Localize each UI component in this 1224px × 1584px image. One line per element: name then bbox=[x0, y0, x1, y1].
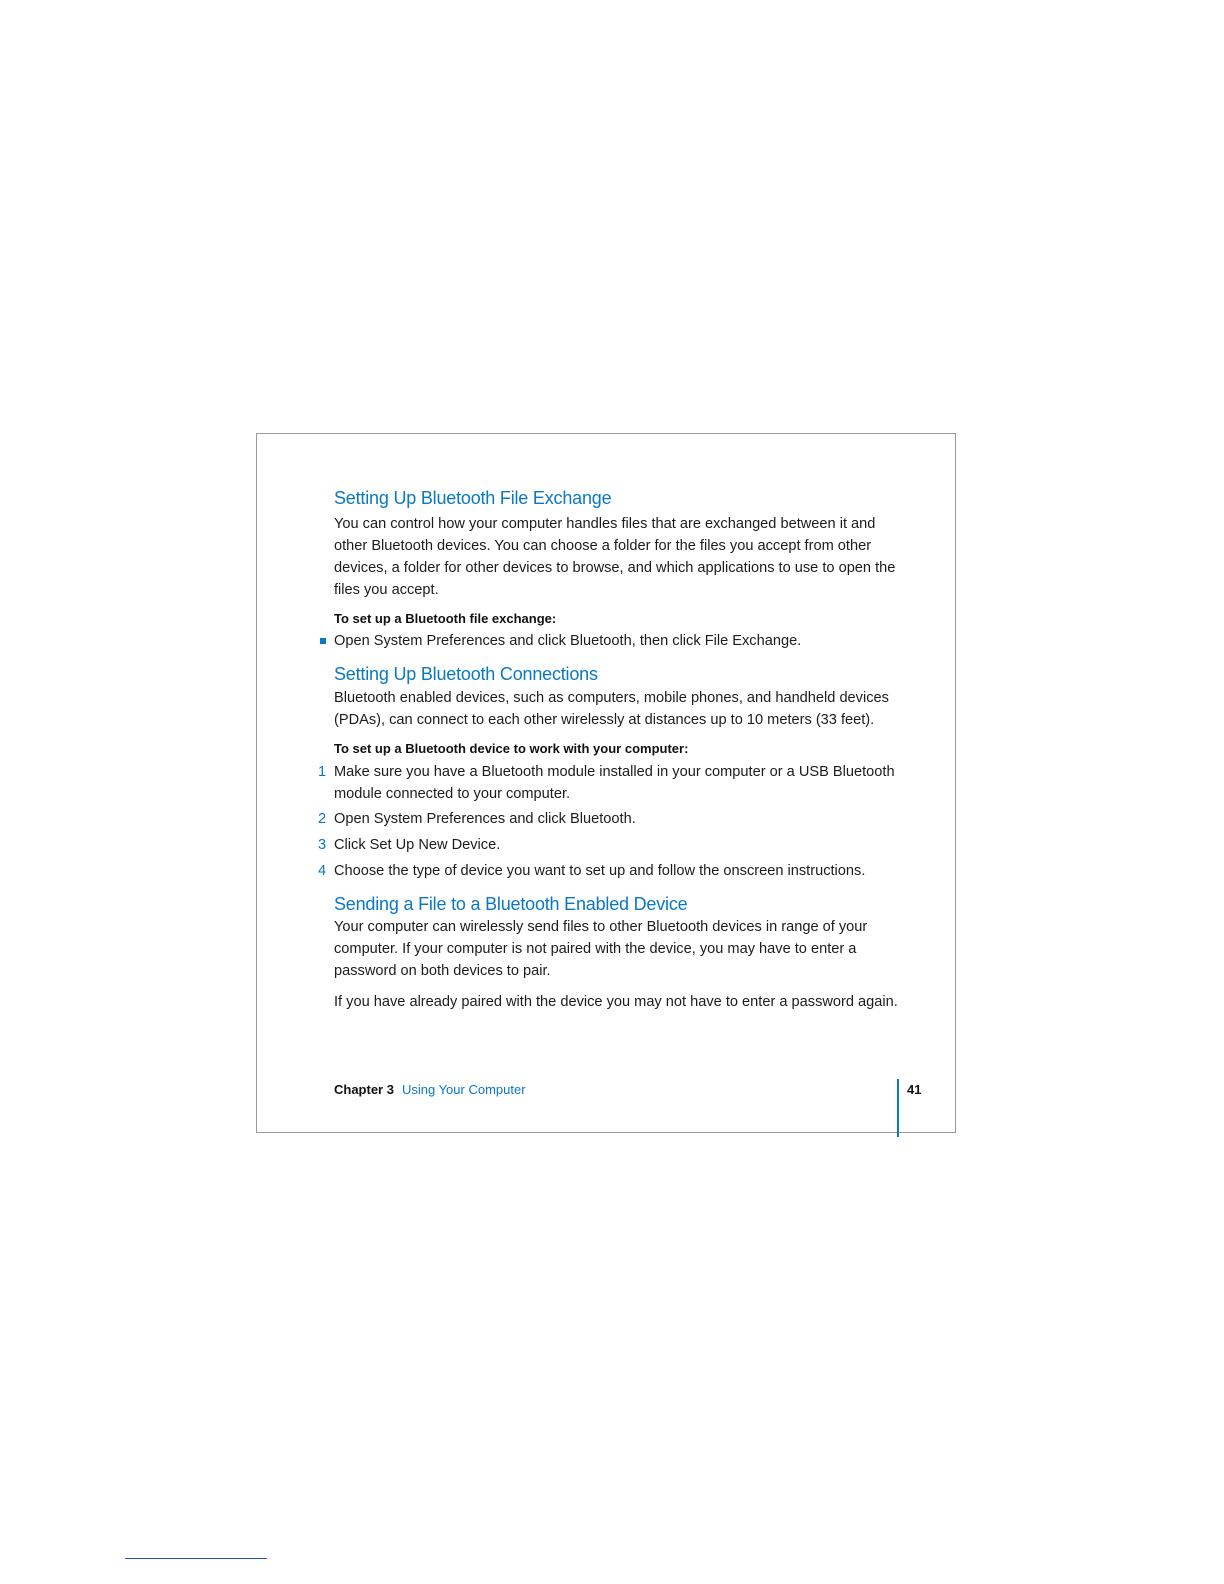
list-item bbox=[318, 761, 900, 805]
step-number: 1 bbox=[318, 764, 327, 780]
list-item bbox=[318, 834, 900, 856]
step-text: Make sure you have a Bluetooth module installed in your computer or a USB Bluetooth module connected to your computer. bbox=[334, 764, 895, 802]
square-bullet-icon bbox=[320, 638, 326, 644]
step-text: Open System Preferences and click Bluetooth. bbox=[334, 811, 636, 827]
list-item bbox=[334, 630, 900, 652]
section-body-sending-file: Your computer can wirelessly send files to other Bluetooth devices in range of your computer. If your computer is not paired with the device, you may have to enter a password on both devices to pair. bbox=[334, 919, 868, 979]
section-body-file-exchange: You can control how your computer handles files that are exchanged between it and other Bluetooth devices. You can choose a folder for the files you accept from other devices, a folder for other devices to browse, and which applications to use to open the files you accept. bbox=[334, 516, 896, 598]
section-heading-file-exchange: Setting Up Bluetooth File Exchange bbox=[334, 488, 612, 508]
bullet-text: Open System Preferences and click Bluetooth, then click File Exchange. bbox=[334, 633, 802, 649]
step-number: 3 bbox=[318, 837, 327, 853]
footer-chapter-title: Using Your Computer bbox=[401, 1082, 526, 1097]
procedure-lead-file-exchange: To set up a Bluetooth file exchange: bbox=[334, 611, 557, 626]
step-text: Choose the type of device you want to set up and follow the onscreen instructions. bbox=[334, 863, 866, 879]
step-number: 2 bbox=[318, 811, 327, 827]
footer-chapter: Chapter 3 bbox=[334, 1082, 394, 1097]
page-footer bbox=[334, 1081, 526, 1099]
procedure-lead-connections: To set up a Bluetooth device to work with your computer: bbox=[334, 741, 689, 756]
footnote-underline bbox=[125, 1558, 267, 1559]
list-item bbox=[318, 860, 900, 882]
page-number-rule bbox=[897, 1079, 899, 1137]
step-number: 4 bbox=[318, 863, 327, 879]
list-item bbox=[318, 808, 900, 830]
section-heading-sending-file: Sending a File to a Bluetooth Enabled Device bbox=[334, 894, 688, 914]
page-number: 41 bbox=[907, 1082, 922, 1097]
section-heading-connections: Setting Up Bluetooth Connections bbox=[334, 664, 598, 684]
section-body-connections: Bluetooth enabled devices, such as computers, mobile phones, and handheld devices (PDAs), can connect to each other wirelessly at distances up to 10 meters (33 feet). bbox=[334, 690, 889, 728]
step-text: Click Set Up New Device. bbox=[334, 837, 501, 853]
section-body-sending-file-note: If you have already paired with the device you may not have to enter a password again. bbox=[334, 994, 898, 1010]
page-content bbox=[318, 486, 900, 1013]
